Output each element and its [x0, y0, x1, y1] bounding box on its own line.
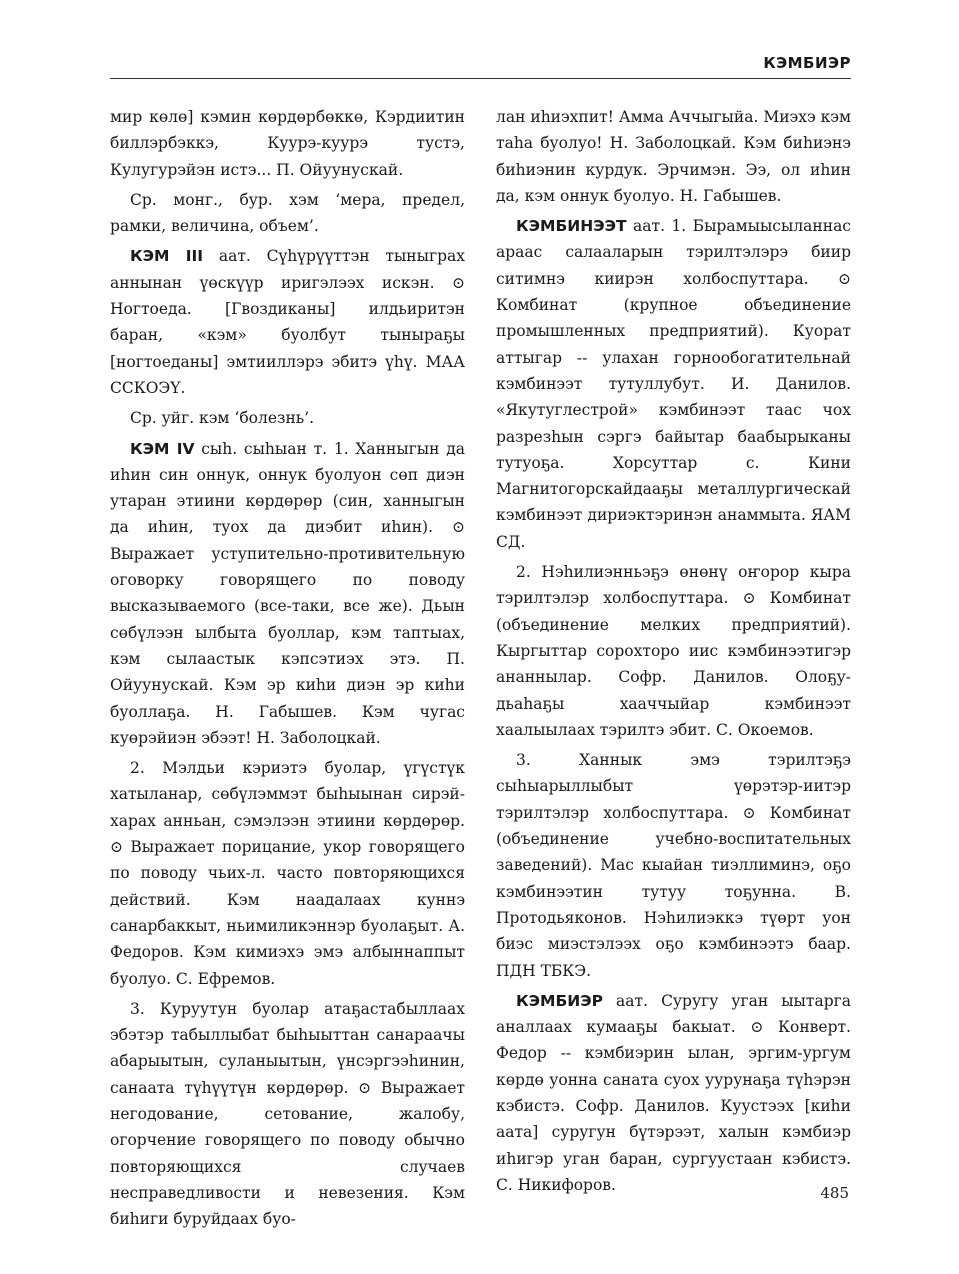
entry-paragraph — [496, 213, 851, 555]
paragraph: 3. Куруутун буолар атаҕастабыллаах эбэтэр табыллыбат быһыыттан санараачы абарыытын, суланыытын, үнсэргээһинин, санаата түһүүтүн көрдөрөр. ⊙ Выражает негодование, сетование, жалобу, огорчение говорящего по поводу обычно повторяющихся случаев несправедливости и невезения. Кэм биһиги буруйдаах буо- — [110, 999, 465, 1229]
paragraph: Ср. уйг. кэм ‘болезнь’. — [130, 409, 315, 428]
headword: КЭМБИНЭЭТ — [516, 217, 627, 236]
paragraph: мир көлө] кэмин көрдөрбөккө, Кэрдиитин биллэрбэккэ, Куурэ-куурэ тустэ, Кулугурэйэн истэ... П. Ойуунускай. — [110, 108, 465, 179]
page-number: 485 — [820, 1184, 849, 1202]
entry-paragraph — [110, 243, 465, 401]
paragraph: 2. Мэлдьи кэриэтэ буолар, үгүстүк хатыланар, сөбүлэммэт быһыынан сирэй-харах анньан, сэмэлээн этиини көрдөрөр. ⊙ Выражает порицание, укор говорящего по поводу чьих-л. часто повторяющихся действий. Кэм наадалаах куннэ санарбаккыт, ньимиликэннэр буолаҕыт. А. Федоров. Кэм кимиэхэ эмэ албыннаппыт буолуо. С. Ефремов. — [110, 759, 465, 988]
paragraph: лан иһиэхпит! Амма Аччыгыйа. Миэхэ кэм таһа буолуо! Н. Заболоцкай. Кэм биһиэнэ биһиэнин курдук. Эрчимэн. Ээ, ол иһин да, кэм оннук буолуо. Н. Габышев. — [496, 108, 851, 205]
entry-text: сыһ. сыһыан т. 1. Ханныгын да иһин син оннук, оннук буолуон сөп диэн утаран этиини көрдөрөр (син, ханныгын да иһин, туох да диэбит иһин). ⊙ Выражает уступительно-противительную оговорку говорящего по поводу высказываемого (все-таки, все же). Дьын сөбүлээн ылбыта буоллар, кэм таптыах, кэм сылаастык кэпсэтиэх этэ. П. Ойуунускай. Кэм эр киһи диэн эр киһи буоллаҕа. Н. Габышев. Кэм чугас куөрэйиэн эбээт! Н. Заболоцкай. — [110, 439, 465, 747]
paragraph: Ср. монг., бур. хэм ‘мера, предел, рамки, величина, объем’. — [110, 190, 465, 236]
paragraph: 3. Ханнык эмэ тэрилтэҕэ сыһыарыллыбыт үөрэтэр-иитэр тэрилтэлэр холбоспуттара. ⊙ Комбинат (объединение учебно-воспитательных заведений). Мас кыайан тиэллиминэ, оҕо кэмбинээтин тутуу тоҕунна. В. Протодьяконов. Нэһилиэккэ түөрт уон биэс миэстэлээх оҕо кэмбинээтэ баар. ПДН ТБКЭ. — [496, 751, 851, 980]
page-header — [110, 54, 851, 79]
running-head: КЭМБИЭР — [763, 54, 851, 72]
headword: КЭМ IV — [130, 439, 195, 458]
headword: КЭМБИЭР — [516, 991, 603, 1010]
entry-text: аат. 1. Бырамыысыланнас араас салааларын тэрилтэлэрэ биир ситимнэ киирэн холбоспуттара. ⊙ Комбинат (крупное объединение промышленных предприятий). Куорат аттыгар -- улахан горнообогатительнай кэмбинээт тутуллубут. И. Данилов. «Якутуглестрой» кэмбинээт таас чох разрезһын сэргэ байытар баабырыканы тутуоҕа. Хорсуттар с. Кини Магнитогорскайдааҕы металлургическай кэмбинээт дириэктэринэн анаммыта. ЯАМ СД. — [496, 217, 851, 551]
left-column — [110, 104, 465, 1236]
entry-paragraph — [110, 436, 465, 752]
right-column — [496, 104, 851, 1202]
headword: КЭМ III — [130, 247, 204, 266]
entry-text: аат. Суругу уган ыытарга аналлаах кумааҕы бакыат. ⊙ Конверт. Федор -- кэмбиэрин ылан, эргим-ургум көрдө уонна саната суох уурунаҕа түһэрэн кэбистэ. Софр. Данилов. Кууcтээх [киһи аата] суругун бүтэрээт, халын кэмбиэр иһигэр уган баран, сургуустаан кэбистэ. С. Никифоров. — [496, 991, 851, 1194]
paragraph: 2. Нэһилиэнньэҕэ өнөнү оҥорор кыра тэрилтэлэр холбоспуттара. ⊙ Комбинат (объединение мелких предприятий). Кыргыттар сорохторо иис кэмбинээтигэр ананнылар. Софр. Данилов. Олоҕу-дьаһаҕы хааччыйар кэмбинээт хаалыылаах тэрилтэ эбит. С. Окоемов. — [496, 563, 851, 739]
entry-text: аат. Сүһүрүүттэн тыныграх аннынан үөскүүр иригэлээх искэн. ⊙ Ногтоеда. [Гвоздиканы] илдьиритэн баран, «кэм» буолбут тыныраҕы [ногтоеданы] эмтииллэрэ эбитэ үһү. МАА ССКОЭҮ. — [110, 247, 465, 397]
entry-paragraph — [496, 988, 851, 1198]
